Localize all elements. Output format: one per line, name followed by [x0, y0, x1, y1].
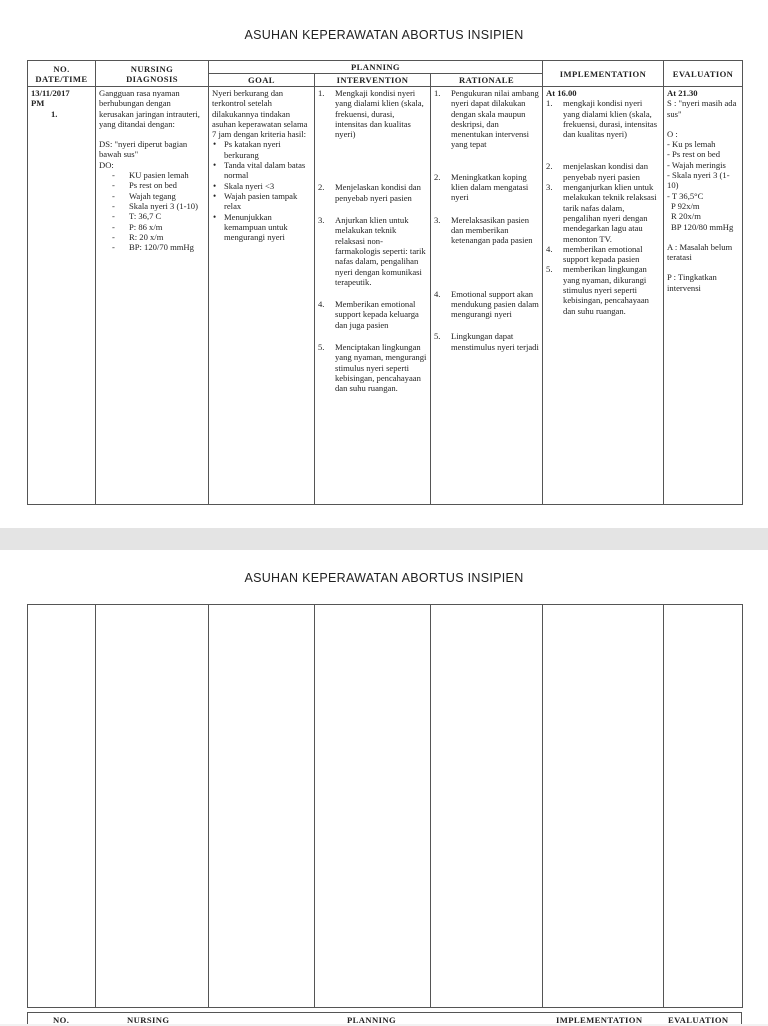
- header-planning: PLANNING: [209, 61, 543, 74]
- implementation-item: 5. memberikan lingkungan yang nyaman, dikurangi stimulus nyeri seperti kebisingan, pencahayaan dan suhu ruangan.: [546, 264, 649, 316]
- evaluation-objective-item: BP 120/80 mmHg: [671, 221, 734, 232]
- do-item: - Ps rest on bed: [99, 180, 205, 190]
- cell-diagnosis: [96, 87, 209, 505]
- entry-number: 1.: [51, 108, 58, 119]
- header-no: NO.: [53, 1015, 70, 1025]
- blank-cell: [315, 605, 431, 1008]
- implementation-item: 4. memberikan emotional support kepada pasien: [546, 243, 643, 265]
- rationale-item: 2. Meningkatkan koping klien dalam mengatasi nyeri: [434, 171, 529, 203]
- evaluation-objective-item: P 92x/m: [671, 200, 700, 211]
- rationale-item: 5. Lingkungan dapat menstimulus nyeri terjadi: [434, 331, 539, 352]
- implementation-item: 1. mengkaji kondisi nyeri yang dialami klien (skala, frekuensi, durasi, intensitas dan kualitas nyeri): [546, 98, 658, 140]
- header-no-date: NO. DATE/TIME: [28, 61, 96, 87]
- header-evaluation: EVALUATION: [668, 1015, 729, 1025]
- blank-cell: [209, 605, 315, 1008]
- goal-criteria-list: [212, 139, 311, 242]
- intervention-item: 3. Anjurkan klien untuk melakukan teknik relaksasi non-farmakologis seperti: tarik nafas dalam, pengalihan nyeri dengan komunikasi terapeutik.: [318, 215, 426, 287]
- evaluation-objective-item: - T 36,5°C: [667, 190, 704, 201]
- blank-cell: [543, 605, 664, 1008]
- intervention-item: 1. Mengkaji kondisi nyeri yang dialami klien (skala, frekuensi, durasi, intensitas dan kualitas nyeri): [318, 88, 424, 140]
- page-separator: [0, 528, 768, 550]
- implementation-time: At 16.00: [546, 88, 577, 98]
- page-title: ASUHAN KEPERAWATAN ABORTUS INSIPIEN: [244, 571, 524, 585]
- intervention-list: [318, 88, 427, 394]
- next-table-header-labels: [27, 1014, 742, 1026]
- evaluation-subjective: S : "nyeri masih ada sus": [667, 98, 737, 119]
- blank-cell: [431, 605, 543, 1008]
- implementation-item: 3. menganjurkan klien untuk melakukan teknik relaksasi tarik nafas dalam, pengalihan nyeri dengan mendegarkan lagu atau menonton TV.: [546, 182, 657, 244]
- cell-date-time: [28, 87, 96, 505]
- goal-intro: Nyeri berkurang dan terkontrol setelah dilakukannya tindakan asuhan keperawatan selama 7 jam dengan kriteria hasil:: [212, 88, 308, 140]
- header-nursing: NURSING: [127, 1015, 170, 1025]
- diagnosis-do-label: DO:: [99, 159, 114, 170]
- diagnosis-intro: Gangguan rasa nyaman berhubungan dengan kerusakan jaringan intrauteri, yang ditandai dengan:: [99, 88, 200, 129]
- do-item: - P: 86 x/m: [99, 222, 205, 232]
- evaluation-objective-item: - Wajah meringis: [667, 159, 726, 170]
- entry-time: PM: [31, 98, 45, 109]
- evaluation-time: At 21.30: [667, 88, 698, 98]
- evaluation-objective-item: - Ku ps lemah: [667, 139, 716, 150]
- do-list: [99, 170, 205, 252]
- implementation-list: [546, 98, 660, 316]
- cell-implementation: [543, 87, 664, 505]
- cell-rationale: [431, 87, 543, 505]
- intervention-item: 5. Menciptakan lingkungan yang nyaman, mengurangi stimulus nyeri seperti kebisingan, pencahayaan dan suhu ruangan.: [318, 342, 427, 394]
- blank-cell: [28, 605, 96, 1008]
- cell-intervention: [315, 87, 431, 505]
- header-intervention: INTERVENTION: [315, 74, 431, 87]
- blank-cell: [664, 605, 743, 1008]
- header-evaluation: EVALUATION: [664, 61, 743, 87]
- implementation-item: 2. menjelaskan kondisi dan penyebab nyeri pasien: [546, 161, 648, 182]
- rationale-list: [434, 88, 539, 352]
- header-nursing-diagnosis: NURSING DIAGNOSIS: [96, 61, 209, 87]
- document-page-2: [0, 550, 768, 1024]
- evaluation-objective-item: - Ps rest on bed: [667, 149, 721, 160]
- blank-cell: [96, 605, 209, 1008]
- header-planning: PLANNING: [347, 1015, 397, 1025]
- goal-criterion: • Skala nyeri <3: [212, 181, 311, 191]
- do-item: - Skala nyeri 3 (1-10): [99, 201, 205, 211]
- diagnosis-ds: DS: "nyeri diperut bagian bawah sus": [99, 139, 188, 160]
- evaluation-objective-item: R 20x/m: [671, 211, 701, 222]
- cell-evaluation: [664, 87, 743, 505]
- do-item: - BP: 120/70 mmHg: [99, 242, 205, 252]
- rationale-item: 3. Merelaksasikan pasien dan memberikan ketenangan pada pasien: [434, 214, 533, 246]
- goal-criterion: • Tanda vital dalam batas normal: [212, 160, 311, 181]
- goal-criterion: • Menunjukkan kemampuan untuk mengurangi nyeri: [212, 212, 311, 243]
- do-item: - Wajah tegang: [99, 191, 205, 201]
- goal-criterion: • Wajah pasien tampak relax: [212, 191, 311, 212]
- goal-criterion: • Ps katakan nyeri berkurang: [212, 139, 311, 160]
- do-item: - R: 20 x/m: [99, 232, 205, 242]
- evaluation-assessment: A : Masalah belum teratasi: [667, 241, 733, 263]
- evaluation-objective-label: O :: [667, 128, 678, 139]
- intervention-item: 4. Memberikan emotional support kepada keluarga dan juga pasien: [318, 299, 419, 330]
- header-implementation: IMPLEMENTATION: [556, 1015, 643, 1025]
- evaluation-plan: P : Tingkatkan intervensi: [667, 272, 717, 293]
- page-title: ASUHAN KEPERAWATAN ABORTUS INSIPIEN: [244, 28, 524, 42]
- evaluation-objective-item: - Skala nyeri 3 (1-10): [667, 170, 730, 191]
- header-rationale: RATIONALE: [431, 74, 543, 87]
- header-goal: GOAL: [209, 74, 315, 87]
- blank-table: [27, 604, 743, 1008]
- header-implementation: IMPLEMENTATION: [543, 61, 664, 87]
- entry-date: 13/11/2017: [31, 88, 70, 98]
- do-item: - KU pasien lemah: [99, 170, 205, 180]
- intervention-item: 2. Menjelaskan kondisi dan penyebab nyeri pasien: [318, 182, 421, 203]
- rationale-item: 4. Emotional support akan mendukung pasien dalam mengurangi nyeri: [434, 288, 539, 320]
- care-plan-table: [27, 60, 743, 505]
- rationale-item: 1. Pengukuran nilai ambang nyeri dapat dilakukan dengan skala maupun deskripsi, dan menentukan intervensi yang tepat: [434, 88, 539, 150]
- do-item: - T: 36,7 C: [99, 211, 205, 221]
- cell-goal: [209, 87, 315, 505]
